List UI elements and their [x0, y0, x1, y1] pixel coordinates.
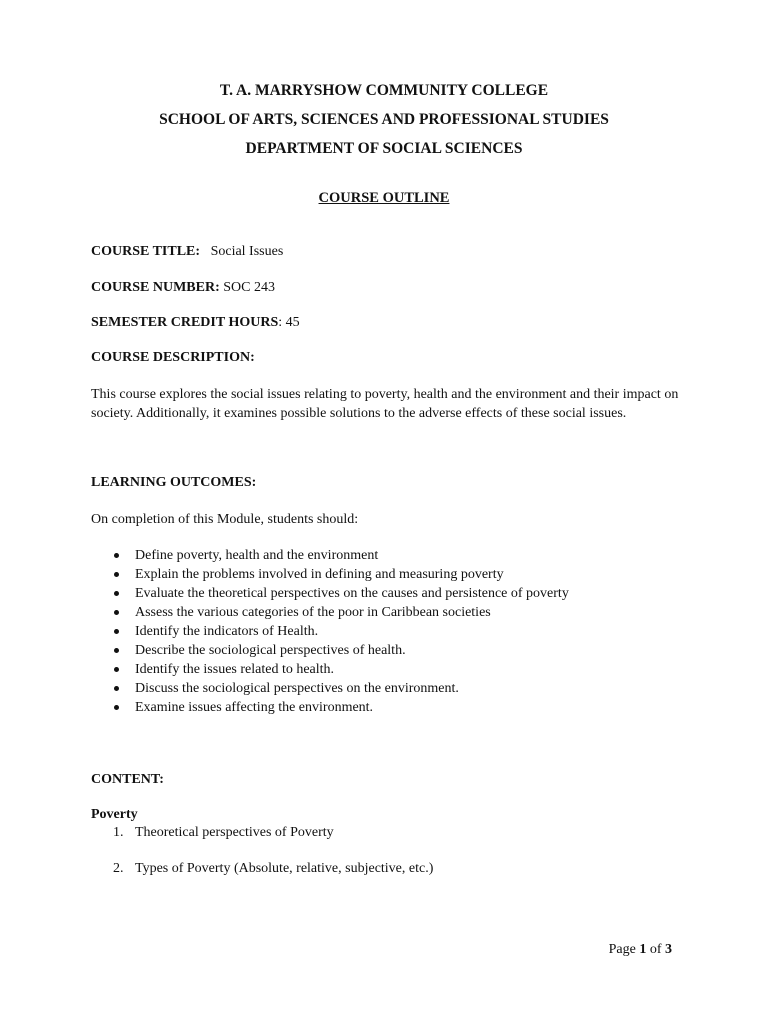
page-total: 3	[665, 942, 672, 957]
school-name: SCHOOL OF ARTS, SCIENCES AND PROFESSIONAL STUDIES	[159, 111, 609, 128]
course-title-field	[91, 243, 283, 261]
content-list	[91, 824, 334, 842]
bullet-icon	[114, 667, 119, 672]
learning-outcomes-intro: On completion of this Module, students should:	[91, 512, 359, 527]
credit-hours-field	[91, 314, 300, 332]
bullet-icon	[114, 553, 119, 558]
course-title-label: COURSE TITLE:	[91, 244, 201, 259]
list-number: 2.	[113, 861, 124, 876]
list-item-text: Define poverty, health and the environment	[135, 548, 379, 563]
course-outline-title: COURSE OUTLINE	[318, 190, 450, 206]
page-word: Page	[608, 942, 636, 957]
list-item	[91, 565, 569, 584]
course-description-heading: COURSE DESCRIPTION:	[91, 350, 255, 365]
list-item-text: Evaluate the theoretical perspectives on the causes and persistence of poverty	[135, 586, 569, 601]
list-item-text: Identify the indicators of Health.	[135, 624, 319, 639]
bullet-icon	[114, 686, 119, 691]
list-item	[91, 603, 569, 622]
page-number	[609, 942, 672, 958]
list-item	[91, 660, 569, 679]
list-item-text: Describe the sociological perspectives of health.	[135, 643, 406, 658]
list-item	[91, 641, 569, 660]
list-item-text: Theoretical perspectives of Poverty	[135, 825, 334, 840]
of-word: of	[649, 942, 662, 957]
learning-outcomes-heading: LEARNING OUTCOMES:	[91, 475, 257, 490]
list-item	[91, 584, 569, 603]
list-item	[91, 546, 569, 565]
bullet-icon	[114, 705, 119, 710]
list-item-text: Discuss the sociological perspectives on the environment.	[135, 681, 459, 696]
list-item	[91, 698, 569, 717]
course-number-field	[91, 279, 275, 297]
list-item-text: Examine issues affecting the environment.	[135, 700, 374, 715]
page-current: 1	[639, 942, 647, 957]
content-list-continued	[91, 860, 433, 878]
course-description-text: This course explores the social issues relating to poverty, health and the environment and their impact on society. Additionally, it examines possible solutions to the adverse effects of these social issues.	[91, 387, 679, 421]
poverty-subheading: Poverty	[91, 807, 138, 822]
list-item	[91, 860, 433, 878]
bullet-icon	[114, 572, 119, 577]
list-number: 1.	[113, 825, 124, 840]
credit-hours-label: SEMESTER CREDIT HOURS	[91, 315, 279, 330]
department-name: DEPARTMENT OF SOCIAL SCIENCES	[245, 140, 523, 157]
list-item-text: Assess the various categories of the poor in Caribbean societies	[135, 605, 491, 620]
list-item-text: Types of Poverty (Absolute, relative, subjective, etc.)	[135, 861, 434, 876]
list-item	[91, 679, 569, 698]
college-name: T. A. MARRYSHOW COMMUNITY COLLEGE	[219, 82, 549, 99]
course-title-value: Social Issues	[210, 244, 284, 259]
list-item	[91, 824, 334, 842]
bullet-icon	[114, 648, 119, 653]
list-item	[91, 622, 569, 641]
list-item-text: Identify the issues related to health.	[135, 662, 335, 677]
learning-outcomes-list	[91, 546, 569, 717]
bullet-icon	[114, 610, 119, 615]
content-heading: CONTENT:	[91, 772, 164, 787]
course-number-label: COURSE NUMBER:	[91, 280, 220, 295]
bullet-icon	[114, 591, 119, 596]
course-number-value: SOC 243	[223, 280, 275, 295]
credit-hours-value: : 45	[278, 315, 300, 330]
list-item-text: Explain the problems involved in defining and measuring poverty	[135, 567, 504, 582]
bullet-icon	[114, 629, 119, 634]
